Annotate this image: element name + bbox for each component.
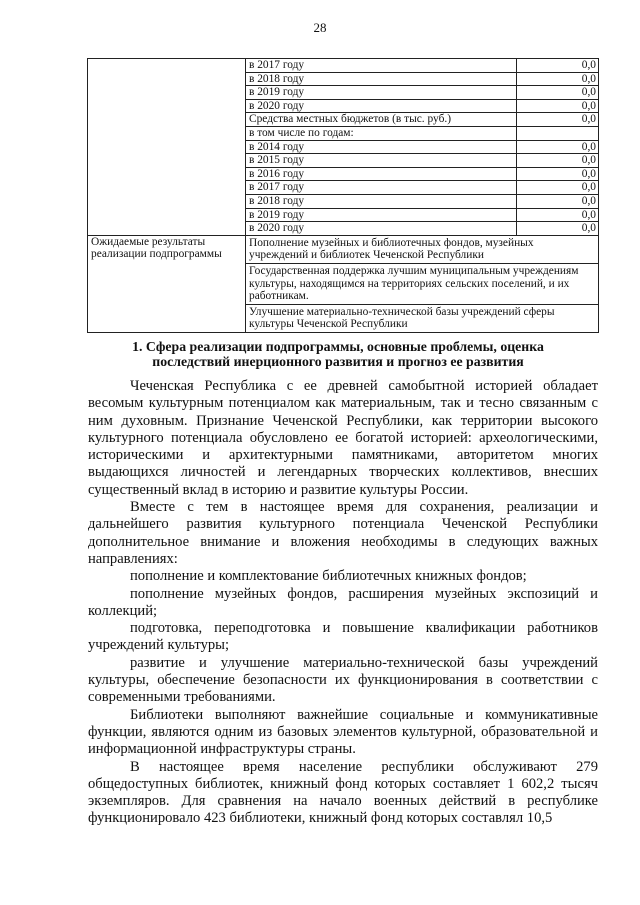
paragraph: подготовка, переподготовка и повышение квалификации работников учреждений культуры; (88, 620, 598, 654)
budget-label: в 2019 году (246, 86, 517, 100)
budget-label: в 2017 году (246, 59, 517, 73)
result-item: Государственная поддержка лучшим муниципальным учреждениям культуры, находящимся на территориях сельских поселений, и их работникам. (246, 263, 599, 304)
budget-label: в 2018 году (246, 194, 517, 208)
budget-value: 0,0 (517, 72, 599, 86)
paragraph: Вместе с тем в настоящее время для сохранения, реализации и дальнейшего развития культурного потенциала Чеченской Республики дополнительное внимание и вложения необходимы в следующих важных направлениях: (88, 499, 598, 567)
budget-label: в 2020 году (246, 99, 517, 113)
budget-value: 0,0 (517, 113, 599, 127)
budget-label: в 2017 году (246, 181, 517, 195)
budget-row (88, 59, 599, 73)
budget-value: 0,0 (517, 181, 599, 195)
budget-value: 0,0 (517, 194, 599, 208)
budget-value: 0,0 (517, 59, 599, 73)
paragraph: Чеченская Республика с ее древней самобытной историей обладает весомым культурным потенциалом как материальным, так и тесно связанным с ним духовным. Признание Чеченской Республики, как территории высокого культурного потенциала обусловлено ее богатой историей: археологическими, историческими и архитектурными памятниками, авторитетом многих выдающихся личностей и легендарных творческих коллективов, внесших существенный вклад в историю и развитие культуры России. (88, 378, 598, 498)
budget-label: в 2015 году (246, 154, 517, 168)
budget-value: 0,0 (517, 222, 599, 236)
budget-value: 0,0 (517, 154, 599, 168)
budget-value: 0,0 (517, 140, 599, 154)
budget-label: Средства местных бюджетов (в тыс. руб.) (246, 113, 517, 127)
paragraph: развитие и улучшение материально-технической базы учреждений культуры, обеспечение безопасности их функционирования в соответствии с современными требованиями. (88, 654, 598, 706)
paragraph: Библиотеки выполняют важнейшие социальные и коммуникативные функции, являются одним из базовых элементов культурной, образовательной и информационной инфраструктуры страны. (88, 706, 598, 758)
paragraph: пополнение и комплектование библиотечных книжных фондов; (130, 568, 527, 585)
paragraph: пополнение музейных фондов, расширения музейных экспозиций и коллекций; (88, 585, 598, 619)
budget-table (87, 58, 599, 333)
budget-label: в том числе по годам: (246, 126, 517, 140)
budget-value: 0,0 (517, 167, 599, 181)
page-number: 28 (313, 20, 327, 35)
budget-value: 0,0 (517, 86, 599, 100)
result-item: Пополнение музейных и библиотечных фондов, музейных учреждений и библиотек Чеченской Республики (246, 235, 599, 263)
budget-label: в 2016 году (246, 167, 517, 181)
body-text (88, 378, 598, 828)
budget-label: в 2019 году (246, 208, 517, 222)
paragraph: В настоящее время население республики обслуживают 279 общедоступных библиотек, книжный фонд которых составляет 1 602,2 тысяч экземпляров. Для сравнения на начало военных действий в республике функционировало 423 библиотеки, книжный фонд которых составлял 10,5 (88, 758, 598, 827)
budget-label: в 2014 году (246, 140, 517, 154)
results-row (88, 235, 599, 263)
results-heading: Ожидаемые результаты реализации подпрограммы (88, 235, 246, 332)
budget-value: 0,0 (517, 208, 599, 222)
result-item: Улучшение материально-технической базы учреждений сферы культуры Чеченской Республики (246, 304, 599, 332)
budget-label: в 2020 году (246, 222, 517, 236)
section-title: 1. Сфера реализации подпрограммы, основные проблемы, оценка последствий инерционного развития и прогноз ее развития (132, 339, 544, 369)
budget-label: в 2018 году (246, 72, 517, 86)
empty-left-cell (88, 59, 246, 236)
budget-value (517, 126, 599, 140)
budget-value: 0,0 (517, 99, 599, 113)
